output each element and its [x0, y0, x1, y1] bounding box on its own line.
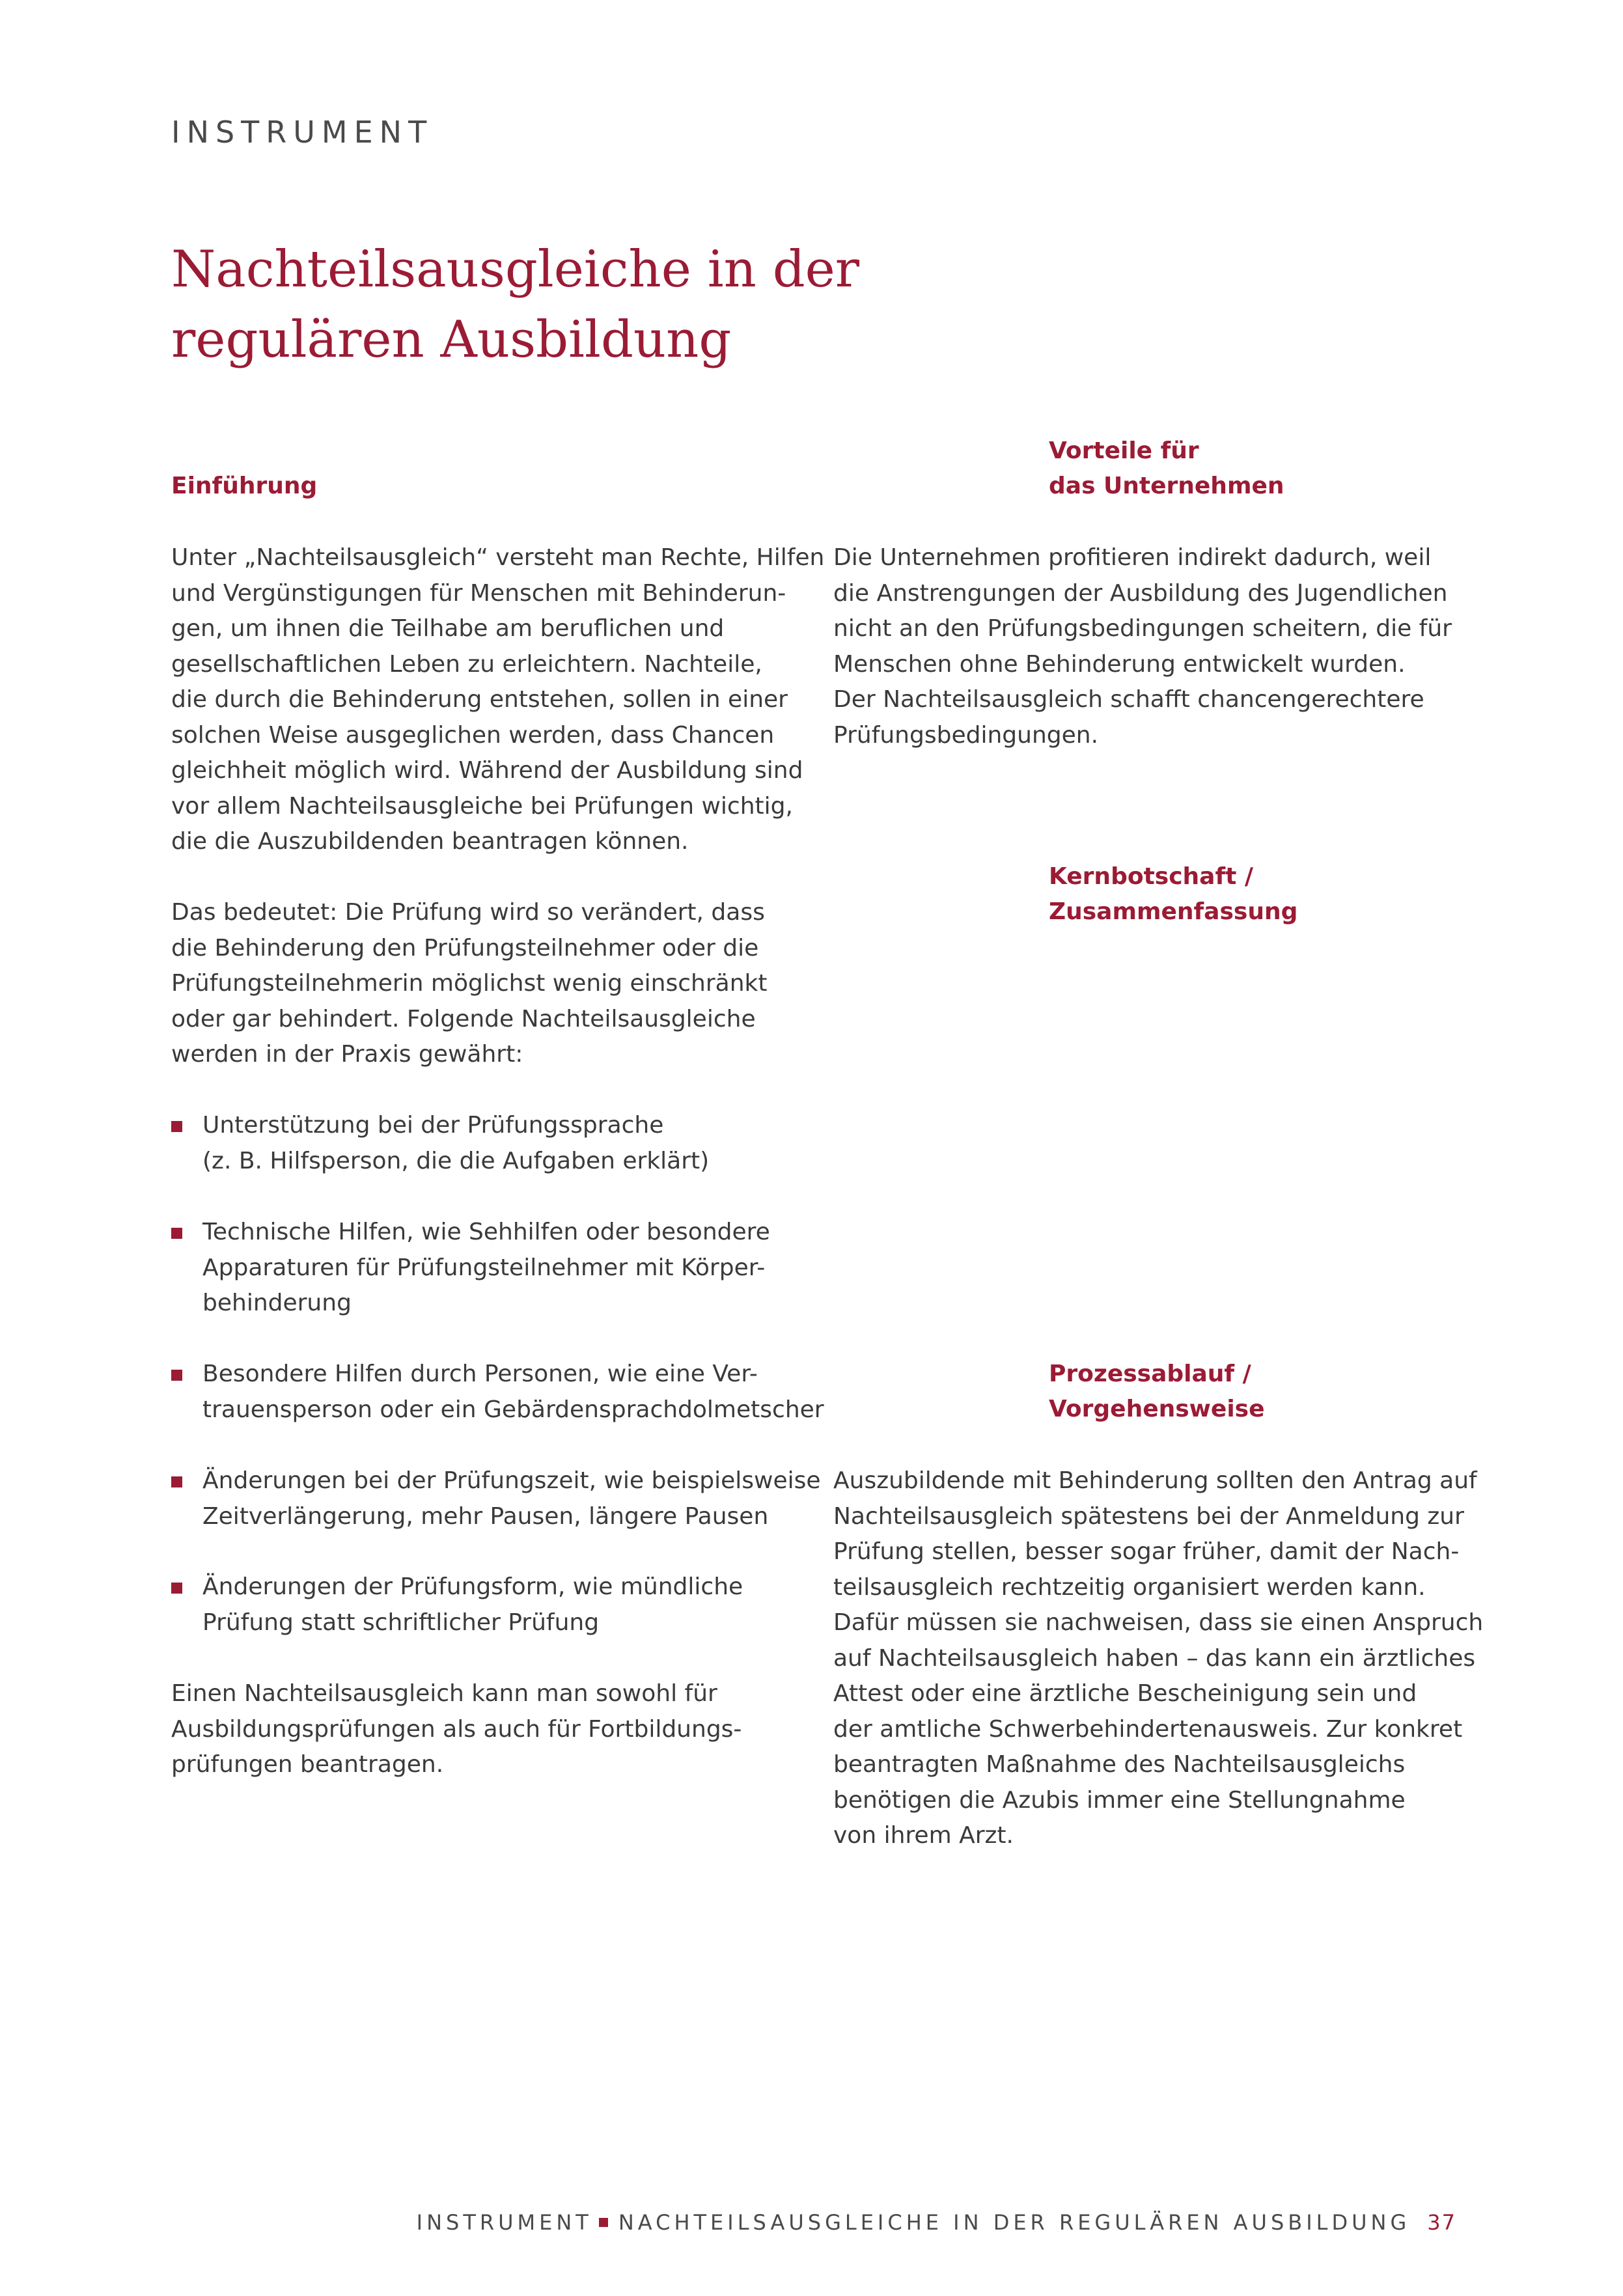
text-line: Der Nachteilsausgleich schafft chancengerechtere: [833, 686, 1424, 713]
text-line: gleichheit möglich wird. Während der Ausbildung sind: [171, 757, 803, 784]
text-line: oder gar behindert. Folgende Nachteilsausgleiche: [171, 1005, 756, 1032]
bullet-square-icon: [171, 1121, 182, 1132]
text-line: Dafür müssen sie nachweisen, dass sie einen Anspruch: [833, 1609, 1484, 1636]
text-line: Attest oder eine ärztliche Bescheinigung sein und: [833, 1680, 1417, 1707]
text-line: der amtliche Schwerbehindertenausweis. Zur konkret: [833, 1715, 1463, 1743]
page-footer: [417, 2210, 1456, 2235]
text-line: Das bedeutet: Die Prüfung wird so verändert, dass: [171, 899, 765, 926]
page-number: 37: [1427, 2210, 1456, 2235]
text-line: Prüfung stellen, besser sogar früher, damit der Nach-: [833, 1538, 1460, 1565]
text-line: Prüfungsteilnehmerin möglichst wenig einschränkt: [171, 970, 768, 997]
text-line: nicht an den Prüfungsbedingungen scheitern, die für: [833, 615, 1452, 642]
text-line: Ausbildungsprüfungen als auch für Fortbildungs-: [171, 1715, 742, 1743]
text-line: von ihrem Arzt.: [833, 1822, 1014, 1849]
paragraph-intro: [171, 540, 824, 860]
text-line: Unterstützung bei der Prüfungssprache: [202, 1112, 664, 1139]
paragraph-meaning: [171, 895, 768, 1073]
text-line: Besondere Hilfen durch Personen, wie eine Ver-: [202, 1361, 758, 1387]
text-line: gen, um ihnen die Teilhabe am beruflichen und: [171, 615, 725, 642]
heading-line: das Unternehmen: [1049, 473, 1284, 499]
text-line: Auszubildende mit Behinderung sollten den Antrag auf: [833, 1467, 1477, 1494]
text-line: Zeitverlängerung, mehr Pausen, längere Pausen: [202, 1502, 769, 1530]
page-title: [171, 234, 1083, 375]
text-line: Die Unternehmen profitieren indirekt dadurch, weil: [833, 544, 1432, 571]
section-heading-einfuehrung: Einführung: [171, 473, 318, 499]
text-line: Nachteilsausgleich spätestens bei der Anmeldung zur: [833, 1502, 1464, 1530]
text-line: solchen Weise ausgeglichen werden, dass Chancen: [171, 721, 775, 749]
text-line: Unter „Nachteilsausgleich“ versteht man Rechte, Hilfen: [171, 544, 825, 571]
kicker: INSTRUMENT: [171, 115, 434, 150]
text-line: behinderung: [202, 1290, 352, 1316]
text-line: die die Auszubildenden beantragen können.: [171, 828, 689, 855]
paragraph-vorteile: [833, 540, 1452, 753]
text-line: die durch die Behinderung entstehen, sollen in einer: [171, 686, 788, 713]
text-line: Änderungen bei der Prüfungszeit, wie beispielsweise: [202, 1467, 821, 1494]
paragraph-conclusion: [171, 1676, 742, 1783]
text-line: prüfungen beantragen.: [171, 1751, 444, 1778]
bullet-square-icon: [171, 1228, 182, 1239]
footer-section: INSTRUMENT: [416, 2210, 592, 2235]
bullet-square-icon: [171, 1583, 182, 1594]
text-line: und Vergünstigungen für Menschen mit Behinderun-: [171, 579, 786, 607]
heading-line: Vorgehensweise: [1049, 1396, 1265, 1422]
text-line: auf Nachteilsausgleich haben – das kann ein ärztliches: [833, 1644, 1476, 1672]
heading-line: Kernbotschaft /: [1049, 863, 1254, 890]
page-title-line: regulären Ausbildung: [171, 311, 732, 369]
text-line: Einen Nachteilsausgleich kann man sowohl für: [171, 1680, 717, 1707]
text-line: (z. B. Hilfsperson, die die Aufgaben erklärt): [202, 1147, 710, 1174]
heading-line: Prozessablauf /: [1049, 1361, 1251, 1387]
text-line: Apparaturen für Prüfungsteilnehmer mit Körper-: [202, 1254, 766, 1281]
text-line: Technische Hilfen, wie Sehhilfen oder besondere: [202, 1219, 770, 1245]
section-heading-kernbotschaft: [1049, 859, 1297, 930]
text-line: Prüfungsbedingungen.: [833, 721, 1099, 749]
page-title-line: Nachteilsausgleiche in der: [171, 240, 860, 299]
heading-line: Vorteile für: [1049, 437, 1199, 464]
footer-square-icon: [599, 2218, 608, 2227]
text-line: teilsausgleich rechtzeitig organisiert werden kann.: [833, 1573, 1426, 1601]
text-line: Änderungen der Prüfungsform, wie mündliche: [202, 1573, 743, 1600]
bullet-square-icon: [171, 1370, 182, 1381]
section-heading-vorteile: [1049, 434, 1284, 504]
footer-chapter: NACHTEILSAUSGLEICHE IN DER REGULÄREN AUSBILDUNG: [618, 2210, 1411, 2235]
text-line: die Anstrengungen der Ausbildung des Jugendlichen: [833, 579, 1448, 607]
section-heading-prozessablauf: [1049, 1357, 1265, 1427]
text-line: beantragten Maßnahme des Nachteilsausgleichs: [833, 1751, 1406, 1778]
text-line: benötigen die Azubis immer eine Stellungnahme: [833, 1786, 1406, 1814]
heading-line: Zusammenfassung: [1049, 898, 1298, 925]
text-line: Menschen ohne Behinderung entwickelt wurden.: [833, 650, 1406, 678]
text-line: werden in der Praxis gewährt:: [171, 1041, 523, 1068]
text-line: Prüfung statt schriftlicher Prüfung: [202, 1609, 600, 1636]
paragraph-prozessablauf: [833, 1463, 1483, 1854]
text-line: gesellschaftlichen Leben zu erleichtern. Nachteile,: [171, 650, 762, 678]
text-line: die Behinderung den Prüfungsteilnehmer oder die: [171, 934, 759, 961]
bullet-square-icon: [171, 1476, 182, 1487]
text-line: trauensperson oder ein Gebärdensprachdolmetscher: [202, 1396, 824, 1423]
text-line: vor allem Nachteilsausgleiche bei Prüfungen wichtig,: [171, 792, 793, 820]
